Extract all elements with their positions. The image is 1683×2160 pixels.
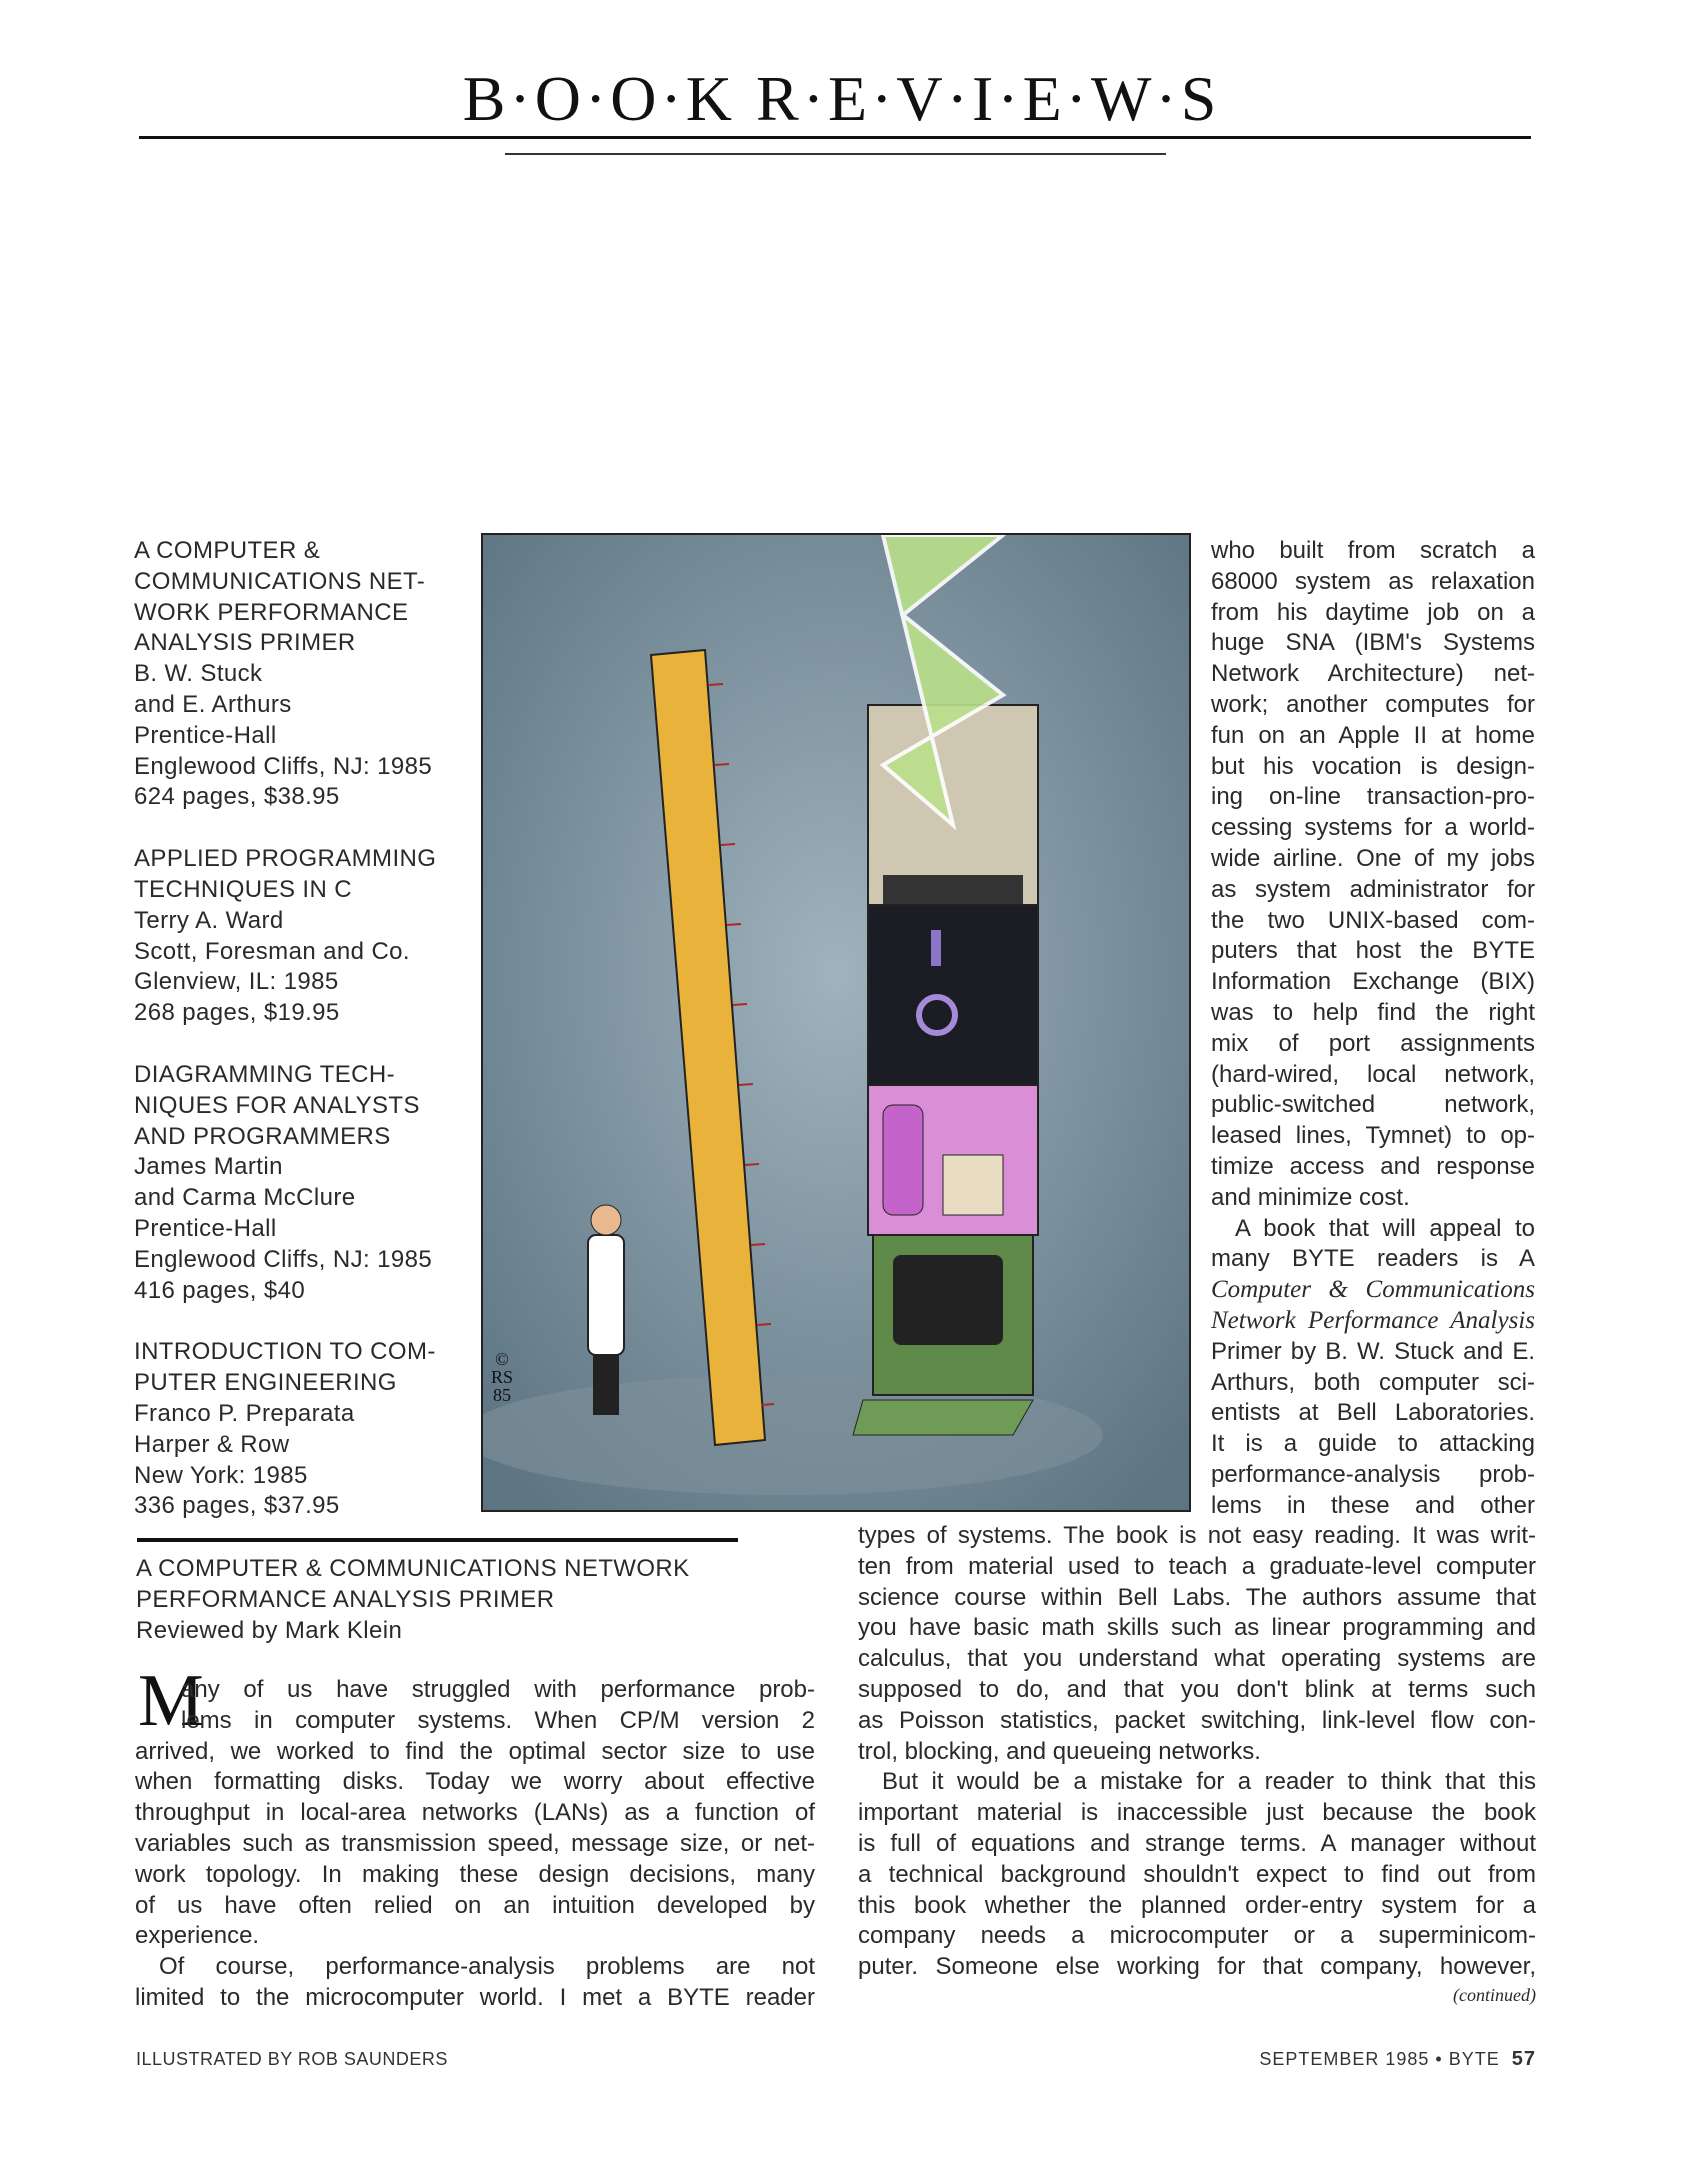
book-entry-line: ANALYSIS PRIMER [134,629,356,657]
text-line: leased lines, Tymnet) to op- [1211,1122,1535,1150]
review-title-line-2: PERFORMANCE ANALYSIS PRIMER [136,1585,555,1613]
text-line: Computer & Communications [1211,1276,1535,1304]
text-line: important material is inaccessible just because the book [858,1799,1536,1827]
text-line: 68000 system as relaxation [1211,567,1535,595]
text-line: puter. Someone else working for that company, however, [858,1953,1536,1981]
review-rule [137,1538,738,1542]
text-line: But it would be a mistake for a reader to think that this [882,1768,1536,1796]
text-line: variables such as transmission speed, message size, or net- [135,1829,815,1857]
text-line: puters that host the BYTE [1211,937,1535,965]
right-column-top [1211,536,1535,1522]
book-entry-line: James Martin [134,1153,283,1181]
text-line: Primer by B. W. Stuck and E. [1211,1337,1535,1365]
drop-cap: M [138,1660,204,1742]
text-line: who built from scratch a [1211,537,1535,564]
book-entry [134,844,464,1029]
book-entry-line: Englewood Cliffs, NJ: 1985 [134,752,433,780]
illustration [481,533,1191,1512]
book-entry-line: and E. Arthurs [134,690,292,718]
book-entry-line: NIQUES FOR ANALYSTS [134,1091,420,1119]
text-line: A book that will appeal to [1235,1214,1535,1242]
book-entry-line: TECHNIQUES IN C [134,875,353,903]
text-line: science course within Bell Labs. The authors assume that [858,1583,1536,1611]
reviewer-byline: Reviewed by Mark Klein [136,1616,403,1644]
text-line: but his vocation is design- [1211,752,1535,780]
text-line: Of course, performance-analysis problems are not [159,1953,815,1981]
review-heading [136,1554,690,1646]
page-number: 57 [1511,2048,1536,2070]
book-entry-line: WORK PERFORMANCE [134,598,409,626]
text-line: trol, blocking, and queueing networks. [858,1737,1261,1765]
text-line: when formatting disks. Today we worry about effective [135,1768,815,1796]
book-entry-line: Prentice-Hall [134,721,277,749]
book-entry-line: and Carma McClure [134,1184,356,1212]
text-line: lems in computer systems. When CP/M version 2 [181,1706,815,1734]
text-line: wide airline. One of my jobs [1211,844,1535,872]
text-line: of us have often relied on an intuition developed by [135,1891,815,1919]
artist-signature: © RS 85 [491,1349,514,1405]
text-line: (hard-wired, local network, [1211,1060,1535,1088]
text-line: throughput in local-area networks (LANs) as a function of [135,1799,815,1827]
page-footer [1100,2048,1536,2071]
book-entry-line: Harper & Row [134,1430,290,1458]
review-title-line-1: A COMPUTER & COMMUNICATIONS NETWORK [136,1555,690,1582]
text-line: Arthurs, both computer sci- [1211,1368,1535,1396]
book-entry-line: 624 pages, $38.95 [134,783,340,811]
review-body-right [858,1521,1536,1983]
book-entry-line: 268 pages, $19.95 [134,999,340,1027]
text-line: mix of port assignments [1211,1029,1535,1057]
header-subrule [505,153,1166,155]
review-body-left [135,1675,815,2014]
illustration-credit: ILLUSTRATED BY ROB SAUNDERS [136,2049,448,2069]
book-entry-line: A COMPUTER & [134,537,321,564]
issue-label: SEPTEMBER 1985 • BYTE [1259,2049,1500,2069]
book-entry-line: INTRODUCTION TO COM- [134,1338,436,1366]
text-line: work; another computes for [1211,690,1535,718]
text-line: fun on an Apple II at home [1211,721,1535,749]
book-entry-line: PUTER ENGINEERING [134,1369,397,1397]
text-line: is full of equations and strange terms. A manager without [858,1829,1536,1857]
text-line: ing on-line transaction-pro- [1211,783,1535,811]
text-line: limited to the microcomputer world. I met a BYTE reader [135,1983,815,2011]
book-entry-line: B. W. Stuck [134,660,263,688]
text-line: Information Exchange (BIX) [1211,968,1535,996]
text-line: ten from material used to teach a graduate-level computer [858,1552,1536,1580]
text-line: experience. [135,1922,260,1950]
text-line: and minimize cost. [1211,1183,1410,1211]
book-entry-line: Terry A. Ward [134,906,284,934]
text-line: the two UNIX-based com- [1211,906,1535,934]
text-line: cessing systems for a world- [1211,814,1535,842]
text-line: Network Architecture) net- [1211,660,1535,688]
book-entry [134,1060,464,1306]
text-line: huge SNA (IBM's Systems [1211,629,1535,657]
text-line: a technical background shouldn't expect to find out from [858,1860,1536,1888]
text-line: Network Performance Analysis [1211,1306,1535,1334]
text-line: public-switched network, [1211,1091,1535,1119]
text-line: company needs a microcomputer or a superminicom- [858,1922,1536,1950]
book-entry-line: COMMUNICATIONS NET- [134,567,426,595]
continued-note: (continued) [1453,1985,1536,2005]
book-entry-line: 336 pages, $37.95 [134,1492,340,1520]
header-rule [139,136,1531,139]
text-line: you have basic math skills such as linear programming and [858,1614,1536,1642]
book-entry-line: AND PROGRAMMERS [134,1122,391,1150]
book-entry-line: APPLIED PROGRAMMING [134,845,437,873]
text-line: performance-analysis prob- [1211,1460,1535,1488]
text-line: work topology. In making these design decisions, many [135,1860,815,1888]
text-line: It is a guide to attacking [1211,1430,1535,1458]
text-line: supposed to do, and that you don't blink at terms such [858,1675,1536,1703]
book-entry-line: Englewood Cliffs, NJ: 1985 [134,1245,433,1273]
illustration-art [483,535,1189,1510]
text-line: entists at Bell Laboratories. [1211,1399,1535,1427]
text-line: types of systems. The book is not easy reading. It was writ- [858,1522,1536,1549]
section-title: B·O·O·K R·E·V·I·E·W·S [462,63,1221,134]
book-entry-line: Franco P. Preparata [134,1399,355,1427]
book-entry-line: 416 pages, $40 [134,1276,306,1304]
book-entry [134,536,464,813]
text-line: was to help find the right [1211,998,1535,1026]
text-line: from his daytime job on a [1211,598,1535,626]
book-entry-line: Glenview, IL: 1985 [134,968,339,996]
text-line: this book whether the planned order-entry system for a [858,1891,1536,1919]
book-entry-line: DIAGRAMMING TECH- [134,1060,396,1088]
text-line: calculus, that you understand what operating systems are [858,1645,1536,1673]
book-entry-line: New York: 1985 [134,1461,308,1489]
text-line: any of us have struggled with performance prob- [181,1676,815,1703]
book-list [134,536,464,1553]
text-line: as system administrator for [1211,875,1535,903]
text-line: timize access and response [1211,1152,1535,1180]
book-entry [134,1337,464,1522]
book-entry-line: Scott, Foresman and Co. [134,937,410,965]
text-line: lems in these and other [1211,1491,1535,1519]
text-line: as Poisson statistics, packet switching, link-level flow con- [858,1706,1536,1734]
text-line: many BYTE readers is A [1211,1245,1535,1273]
text-line: arrived, we worked to find the optimal sector size to use [135,1737,815,1765]
book-entry-line: Prentice-Hall [134,1214,277,1242]
